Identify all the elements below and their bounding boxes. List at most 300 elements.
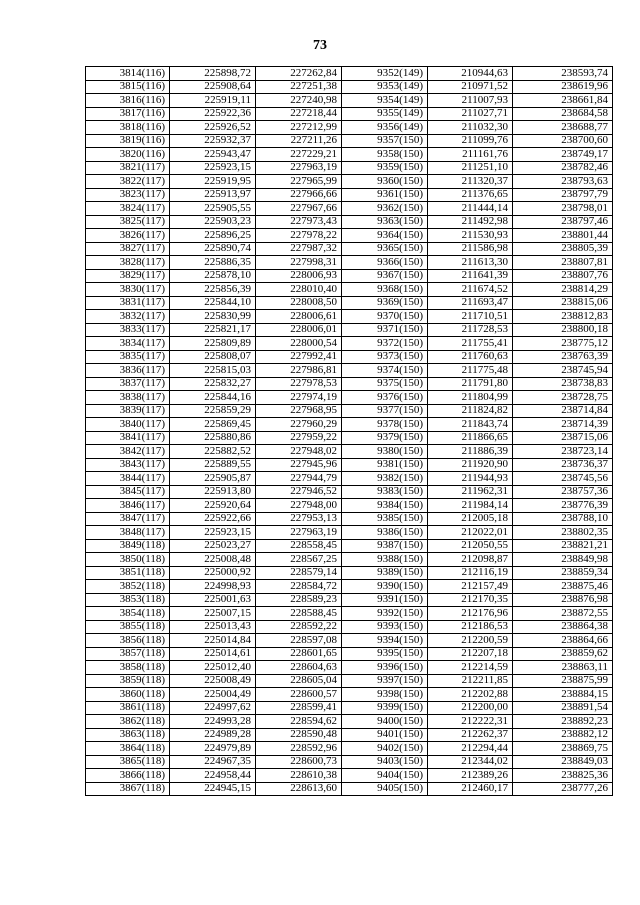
table-row xyxy=(86,593,613,607)
y-coord-left-cell: 227992,41 xyxy=(256,350,342,364)
y-coord-left-cell: 227960,29 xyxy=(256,418,342,432)
y-coord-right-cell: 238864,66 xyxy=(513,634,613,648)
y-coord-right-cell: 238814,29 xyxy=(513,283,613,297)
x-coord-left-cell: 224997,62 xyxy=(170,701,256,715)
x-coord-left-cell: 225008,49 xyxy=(170,674,256,688)
y-coord-right-cell: 238849,98 xyxy=(513,553,613,567)
point-id-right-cell: 9401(150) xyxy=(342,728,428,742)
x-coord-left-cell: 224989,28 xyxy=(170,728,256,742)
y-coord-left-cell: 228597,08 xyxy=(256,634,342,648)
y-coord-left-cell: 227946,52 xyxy=(256,485,342,499)
y-coord-left-cell: 227944,79 xyxy=(256,472,342,486)
y-coord-right-cell: 238797,79 xyxy=(513,188,613,202)
point-id-left-cell: 3843(117) xyxy=(86,458,170,472)
y-coord-right-cell: 238728,75 xyxy=(513,391,613,405)
x-coord-left-cell: 225922,66 xyxy=(170,512,256,526)
x-coord-right-cell: 212022,01 xyxy=(428,526,513,540)
y-coord-left-cell: 228567,25 xyxy=(256,553,342,567)
point-id-right-cell: 9391(150) xyxy=(342,593,428,607)
point-id-left-cell: 3837(117) xyxy=(86,377,170,391)
point-id-left-cell: 3833(117) xyxy=(86,323,170,337)
y-coord-right-cell: 238745,94 xyxy=(513,364,613,378)
x-coord-right-cell: 211674,52 xyxy=(428,283,513,297)
y-coord-right-cell: 238892,23 xyxy=(513,715,613,729)
x-coord-left-cell: 225014,84 xyxy=(170,634,256,648)
point-id-right-cell: 9375(150) xyxy=(342,377,428,391)
point-id-right-cell: 9403(150) xyxy=(342,755,428,769)
point-id-left-cell: 3852(118) xyxy=(86,580,170,594)
y-coord-right-cell: 238793,63 xyxy=(513,175,613,189)
y-coord-left-cell: 228613,60 xyxy=(256,782,342,796)
point-id-right-cell: 9389(150) xyxy=(342,566,428,580)
x-coord-left-cell: 225859,29 xyxy=(170,404,256,418)
y-coord-right-cell: 238798,01 xyxy=(513,202,613,216)
table-row xyxy=(86,553,613,567)
point-id-right-cell: 9394(150) xyxy=(342,634,428,648)
y-coord-left-cell: 228588,45 xyxy=(256,607,342,621)
y-coord-left-cell: 228610,38 xyxy=(256,769,342,783)
point-id-left-cell: 3840(117) xyxy=(86,418,170,432)
y-coord-left-cell: 228592,22 xyxy=(256,620,342,634)
y-coord-left-cell: 228600,57 xyxy=(256,688,342,702)
y-coord-right-cell: 238738,83 xyxy=(513,377,613,391)
x-coord-right-cell: 211007,93 xyxy=(428,94,513,108)
point-id-right-cell: 9369(150) xyxy=(342,296,428,310)
y-coord-left-cell: 227953,13 xyxy=(256,512,342,526)
table-row xyxy=(86,445,613,459)
x-coord-left-cell: 225880,86 xyxy=(170,431,256,445)
table-row xyxy=(86,607,613,621)
table-row xyxy=(86,323,613,337)
point-id-right-cell: 9400(150) xyxy=(342,715,428,729)
y-coord-right-cell: 238714,39 xyxy=(513,418,613,432)
point-id-right-cell: 9365(150) xyxy=(342,242,428,256)
y-coord-right-cell: 238882,12 xyxy=(513,728,613,742)
x-coord-right-cell: 212222,31 xyxy=(428,715,513,729)
point-id-left-cell: 3829(117) xyxy=(86,269,170,283)
x-coord-right-cell: 211586,98 xyxy=(428,242,513,256)
x-coord-left-cell: 225922,36 xyxy=(170,107,256,121)
y-coord-right-cell: 238775,12 xyxy=(513,337,613,351)
point-id-left-cell: 3820(116) xyxy=(86,148,170,162)
x-coord-right-cell: 212098,87 xyxy=(428,553,513,567)
x-coord-left-cell: 225908,64 xyxy=(170,80,256,94)
y-coord-left-cell: 227240,98 xyxy=(256,94,342,108)
point-id-right-cell: 9381(150) xyxy=(342,458,428,472)
y-coord-right-cell: 238825,36 xyxy=(513,769,613,783)
table-row xyxy=(86,674,613,688)
y-coord-right-cell: 238700,60 xyxy=(513,134,613,148)
x-coord-left-cell: 224945,15 xyxy=(170,782,256,796)
x-coord-right-cell: 211760,63 xyxy=(428,350,513,364)
x-coord-left-cell: 225890,74 xyxy=(170,242,256,256)
y-coord-right-cell: 238891,54 xyxy=(513,701,613,715)
point-id-left-cell: 3845(117) xyxy=(86,485,170,499)
x-coord-right-cell: 212389,26 xyxy=(428,769,513,783)
point-id-right-cell: 9362(150) xyxy=(342,202,428,216)
point-id-right-cell: 9384(150) xyxy=(342,499,428,513)
point-id-right-cell: 9354(149) xyxy=(342,94,428,108)
x-coord-right-cell: 212170,35 xyxy=(428,593,513,607)
point-id-left-cell: 3815(116) xyxy=(86,80,170,94)
y-coord-left-cell: 228010,40 xyxy=(256,283,342,297)
y-coord-right-cell: 238777,26 xyxy=(513,782,613,796)
point-id-left-cell: 3854(118) xyxy=(86,607,170,621)
point-id-right-cell: 9373(150) xyxy=(342,350,428,364)
y-coord-right-cell: 238684,58 xyxy=(513,107,613,121)
point-id-right-cell: 9383(150) xyxy=(342,485,428,499)
point-id-right-cell: 9360(150) xyxy=(342,175,428,189)
point-id-right-cell: 9386(150) xyxy=(342,526,428,540)
y-coord-right-cell: 238802,35 xyxy=(513,526,613,540)
y-coord-left-cell: 227978,53 xyxy=(256,377,342,391)
x-coord-right-cell: 212207,18 xyxy=(428,647,513,661)
point-id-right-cell: 9397(150) xyxy=(342,674,428,688)
x-coord-right-cell: 211944,93 xyxy=(428,472,513,486)
point-id-left-cell: 3839(117) xyxy=(86,404,170,418)
table-row xyxy=(86,715,613,729)
y-coord-right-cell: 238821,21 xyxy=(513,539,613,553)
table-row xyxy=(86,728,613,742)
x-coord-right-cell: 212200,00 xyxy=(428,701,513,715)
x-coord-right-cell: 211027,71 xyxy=(428,107,513,121)
point-id-right-cell: 9379(150) xyxy=(342,431,428,445)
point-id-left-cell: 3838(117) xyxy=(86,391,170,405)
table-row xyxy=(86,67,613,81)
point-id-left-cell: 3824(117) xyxy=(86,202,170,216)
x-coord-right-cell: 211775,48 xyxy=(428,364,513,378)
x-coord-right-cell: 212344,02 xyxy=(428,755,513,769)
y-coord-right-cell: 238859,34 xyxy=(513,566,613,580)
y-coord-left-cell: 228008,50 xyxy=(256,296,342,310)
x-coord-left-cell: 225844,10 xyxy=(170,296,256,310)
point-id-right-cell: 9370(150) xyxy=(342,310,428,324)
y-coord-right-cell: 238788,10 xyxy=(513,512,613,526)
coordinates-table-body xyxy=(86,67,613,796)
x-coord-right-cell: 212262,37 xyxy=(428,728,513,742)
table-row xyxy=(86,296,613,310)
y-coord-left-cell: 228604,63 xyxy=(256,661,342,675)
point-id-left-cell: 3849(118) xyxy=(86,539,170,553)
y-coord-left-cell: 228592,96 xyxy=(256,742,342,756)
x-coord-left-cell: 225913,80 xyxy=(170,485,256,499)
point-id-right-cell: 9405(150) xyxy=(342,782,428,796)
table-row xyxy=(86,215,613,229)
point-id-left-cell: 3825(117) xyxy=(86,215,170,229)
point-id-right-cell: 9353(149) xyxy=(342,80,428,94)
y-coord-left-cell: 227212,99 xyxy=(256,121,342,135)
point-id-left-cell: 3817(116) xyxy=(86,107,170,121)
point-id-right-cell: 9402(150) xyxy=(342,742,428,756)
y-coord-right-cell: 238872,55 xyxy=(513,607,613,621)
point-id-left-cell: 3860(118) xyxy=(86,688,170,702)
y-coord-left-cell: 228590,48 xyxy=(256,728,342,742)
table-row xyxy=(86,148,613,162)
point-id-left-cell: 3867(118) xyxy=(86,782,170,796)
x-coord-left-cell: 224993,28 xyxy=(170,715,256,729)
table-row xyxy=(86,566,613,580)
x-coord-left-cell: 225844,16 xyxy=(170,391,256,405)
point-id-left-cell: 3856(118) xyxy=(86,634,170,648)
y-coord-right-cell: 238782,46 xyxy=(513,161,613,175)
y-coord-right-cell: 238745,56 xyxy=(513,472,613,486)
x-coord-left-cell: 225809,89 xyxy=(170,337,256,351)
table-row xyxy=(86,350,613,364)
point-id-left-cell: 3836(117) xyxy=(86,364,170,378)
table-row xyxy=(86,188,613,202)
x-coord-left-cell: 225889,55 xyxy=(170,458,256,472)
x-coord-right-cell: 211492,98 xyxy=(428,215,513,229)
coordinates-table xyxy=(85,66,613,796)
y-coord-right-cell: 238723,14 xyxy=(513,445,613,459)
table-row xyxy=(86,769,613,783)
point-id-right-cell: 9356(149) xyxy=(342,121,428,135)
y-coord-left-cell: 228558,45 xyxy=(256,539,342,553)
point-id-right-cell: 9352(149) xyxy=(342,67,428,81)
table-row xyxy=(86,256,613,270)
table-row xyxy=(86,310,613,324)
point-id-left-cell: 3835(117) xyxy=(86,350,170,364)
point-id-left-cell: 3821(117) xyxy=(86,161,170,175)
y-coord-right-cell: 238801,44 xyxy=(513,229,613,243)
x-coord-right-cell: 211962,31 xyxy=(428,485,513,499)
x-coord-left-cell: 225898,72 xyxy=(170,67,256,81)
point-id-left-cell: 3827(117) xyxy=(86,242,170,256)
x-coord-left-cell: 225808,07 xyxy=(170,350,256,364)
point-id-left-cell: 3857(118) xyxy=(86,647,170,661)
point-id-left-cell: 3834(117) xyxy=(86,337,170,351)
table-row xyxy=(86,175,613,189)
x-coord-left-cell: 225007,15 xyxy=(170,607,256,621)
point-id-right-cell: 9359(150) xyxy=(342,161,428,175)
x-coord-left-cell: 225919,11 xyxy=(170,94,256,108)
y-coord-right-cell: 238863,11 xyxy=(513,661,613,675)
x-coord-left-cell: 225903,23 xyxy=(170,215,256,229)
table-row xyxy=(86,499,613,513)
point-id-left-cell: 3855(118) xyxy=(86,620,170,634)
point-id-right-cell: 9387(150) xyxy=(342,539,428,553)
point-id-left-cell: 3828(117) xyxy=(86,256,170,270)
x-coord-right-cell: 212202,88 xyxy=(428,688,513,702)
x-coord-left-cell: 225856,39 xyxy=(170,283,256,297)
y-coord-left-cell: 228579,14 xyxy=(256,566,342,580)
x-coord-right-cell: 211791,80 xyxy=(428,377,513,391)
table-row xyxy=(86,418,613,432)
x-coord-right-cell: 211755,41 xyxy=(428,337,513,351)
y-coord-left-cell: 227963,19 xyxy=(256,161,342,175)
y-coord-left-cell: 227978,22 xyxy=(256,229,342,243)
x-coord-left-cell: 225943,47 xyxy=(170,148,256,162)
x-coord-right-cell: 211728,53 xyxy=(428,323,513,337)
x-coord-left-cell: 224967,35 xyxy=(170,755,256,769)
y-coord-left-cell: 228589,23 xyxy=(256,593,342,607)
y-coord-left-cell: 227987,32 xyxy=(256,242,342,256)
x-coord-left-cell: 225886,35 xyxy=(170,256,256,270)
y-coord-right-cell: 238884,15 xyxy=(513,688,613,702)
y-coord-right-cell: 238876,98 xyxy=(513,593,613,607)
y-coord-left-cell: 227945,96 xyxy=(256,458,342,472)
x-coord-left-cell: 225012,40 xyxy=(170,661,256,675)
x-coord-left-cell: 225882,52 xyxy=(170,445,256,459)
y-coord-right-cell: 238763,39 xyxy=(513,350,613,364)
point-id-left-cell: 3831(117) xyxy=(86,296,170,310)
x-coord-left-cell: 225832,27 xyxy=(170,377,256,391)
y-coord-left-cell: 228000,54 xyxy=(256,337,342,351)
y-coord-left-cell: 228601,65 xyxy=(256,647,342,661)
y-coord-right-cell: 238875,46 xyxy=(513,580,613,594)
point-id-right-cell: 9364(150) xyxy=(342,229,428,243)
y-coord-left-cell: 228584,72 xyxy=(256,580,342,594)
x-coord-right-cell: 211161,76 xyxy=(428,148,513,162)
point-id-right-cell: 9377(150) xyxy=(342,404,428,418)
x-coord-left-cell: 225913,97 xyxy=(170,188,256,202)
y-coord-right-cell: 238849,03 xyxy=(513,755,613,769)
point-id-right-cell: 9363(150) xyxy=(342,215,428,229)
point-id-right-cell: 9392(150) xyxy=(342,607,428,621)
point-id-left-cell: 3826(117) xyxy=(86,229,170,243)
point-id-left-cell: 3866(118) xyxy=(86,769,170,783)
x-coord-left-cell: 225923,15 xyxy=(170,161,256,175)
x-coord-left-cell: 224998,93 xyxy=(170,580,256,594)
table-row xyxy=(86,134,613,148)
point-id-left-cell: 3865(118) xyxy=(86,755,170,769)
x-coord-right-cell: 211710,51 xyxy=(428,310,513,324)
y-coord-left-cell: 227974,19 xyxy=(256,391,342,405)
y-coord-right-cell: 238815,06 xyxy=(513,296,613,310)
point-id-right-cell: 9378(150) xyxy=(342,418,428,432)
table-row xyxy=(86,512,613,526)
point-id-right-cell: 9380(150) xyxy=(342,445,428,459)
x-coord-left-cell: 225001,63 xyxy=(170,593,256,607)
x-coord-right-cell: 211693,47 xyxy=(428,296,513,310)
y-coord-right-cell: 238661,84 xyxy=(513,94,613,108)
x-coord-right-cell: 211613,30 xyxy=(428,256,513,270)
table-row xyxy=(86,701,613,715)
y-coord-left-cell: 227966,66 xyxy=(256,188,342,202)
y-coord-right-cell: 238736,37 xyxy=(513,458,613,472)
y-coord-left-cell: 228605,04 xyxy=(256,674,342,688)
y-coord-left-cell: 227998,31 xyxy=(256,256,342,270)
point-id-right-cell: 9367(150) xyxy=(342,269,428,283)
point-id-left-cell: 3863(118) xyxy=(86,728,170,742)
point-id-left-cell: 3844(117) xyxy=(86,472,170,486)
y-coord-right-cell: 238688,77 xyxy=(513,121,613,135)
point-id-right-cell: 9376(150) xyxy=(342,391,428,405)
table-row xyxy=(86,485,613,499)
x-coord-right-cell: 211032,30 xyxy=(428,121,513,135)
point-id-left-cell: 3832(117) xyxy=(86,310,170,324)
point-id-right-cell: 9390(150) xyxy=(342,580,428,594)
x-coord-left-cell: 225878,10 xyxy=(170,269,256,283)
point-id-right-cell: 9366(150) xyxy=(342,256,428,270)
x-coord-right-cell: 211804,99 xyxy=(428,391,513,405)
table-row xyxy=(86,526,613,540)
point-id-left-cell: 3861(118) xyxy=(86,701,170,715)
table-row xyxy=(86,634,613,648)
x-coord-left-cell: 224979,89 xyxy=(170,742,256,756)
x-coord-left-cell: 225000,92 xyxy=(170,566,256,580)
x-coord-left-cell: 225896,25 xyxy=(170,229,256,243)
point-id-right-cell: 9385(150) xyxy=(342,512,428,526)
y-coord-right-cell: 238875,99 xyxy=(513,674,613,688)
y-coord-right-cell: 238619,96 xyxy=(513,80,613,94)
point-id-right-cell: 9404(150) xyxy=(342,769,428,783)
y-coord-left-cell: 227959,22 xyxy=(256,431,342,445)
x-coord-right-cell: 211376,65 xyxy=(428,188,513,202)
x-coord-left-cell: 225815,03 xyxy=(170,364,256,378)
y-coord-left-cell: 227218,44 xyxy=(256,107,342,121)
point-id-right-cell: 9372(150) xyxy=(342,337,428,351)
point-id-left-cell: 3864(118) xyxy=(86,742,170,756)
point-id-left-cell: 3841(117) xyxy=(86,431,170,445)
x-coord-right-cell: 212460,17 xyxy=(428,782,513,796)
x-coord-left-cell: 225869,45 xyxy=(170,418,256,432)
point-id-left-cell: 3847(117) xyxy=(86,512,170,526)
y-coord-left-cell: 228006,01 xyxy=(256,323,342,337)
y-coord-left-cell: 228599,41 xyxy=(256,701,342,715)
point-id-left-cell: 3816(116) xyxy=(86,94,170,108)
table-row xyxy=(86,80,613,94)
y-coord-left-cell: 227963,19 xyxy=(256,526,342,540)
x-coord-right-cell: 211886,39 xyxy=(428,445,513,459)
point-id-right-cell: 9388(150) xyxy=(342,553,428,567)
x-coord-right-cell: 211824,82 xyxy=(428,404,513,418)
table-row xyxy=(86,337,613,351)
x-coord-left-cell: 225014,61 xyxy=(170,647,256,661)
table-row xyxy=(86,755,613,769)
page-number: 73 xyxy=(313,38,327,53)
x-coord-right-cell: 212050,55 xyxy=(428,539,513,553)
point-id-right-cell: 9361(150) xyxy=(342,188,428,202)
y-coord-right-cell: 238807,76 xyxy=(513,269,613,283)
point-id-right-cell: 9396(150) xyxy=(342,661,428,675)
point-id-right-cell: 9393(150) xyxy=(342,620,428,634)
x-coord-left-cell: 225008,48 xyxy=(170,553,256,567)
x-coord-right-cell: 210944,63 xyxy=(428,67,513,81)
x-coord-right-cell: 211843,74 xyxy=(428,418,513,432)
y-coord-left-cell: 227965,99 xyxy=(256,175,342,189)
x-coord-right-cell: 212214,59 xyxy=(428,661,513,675)
x-coord-left-cell: 225830,99 xyxy=(170,310,256,324)
point-id-right-cell: 9395(150) xyxy=(342,647,428,661)
table-row xyxy=(86,202,613,216)
y-coord-left-cell: 227986,81 xyxy=(256,364,342,378)
point-id-left-cell: 3819(116) xyxy=(86,134,170,148)
point-id-left-cell: 3818(116) xyxy=(86,121,170,135)
point-id-left-cell: 3822(117) xyxy=(86,175,170,189)
table-row xyxy=(86,539,613,553)
table-row xyxy=(86,229,613,243)
x-coord-right-cell: 210971,52 xyxy=(428,80,513,94)
x-coord-right-cell: 211984,14 xyxy=(428,499,513,513)
x-coord-left-cell: 224958,44 xyxy=(170,769,256,783)
point-id-right-cell: 9371(150) xyxy=(342,323,428,337)
y-coord-right-cell: 238715,06 xyxy=(513,431,613,445)
x-coord-right-cell: 212005,18 xyxy=(428,512,513,526)
table-row xyxy=(86,377,613,391)
x-coord-right-cell: 211444,14 xyxy=(428,202,513,216)
x-coord-right-cell: 212294,44 xyxy=(428,742,513,756)
point-id-left-cell: 3851(118) xyxy=(86,566,170,580)
table-row xyxy=(86,121,613,135)
y-coord-right-cell: 238757,36 xyxy=(513,485,613,499)
x-coord-left-cell: 225905,55 xyxy=(170,202,256,216)
table-row xyxy=(86,782,613,796)
point-id-left-cell: 3846(117) xyxy=(86,499,170,513)
table-row xyxy=(86,688,613,702)
x-coord-left-cell: 225013,43 xyxy=(170,620,256,634)
table-row xyxy=(86,431,613,445)
